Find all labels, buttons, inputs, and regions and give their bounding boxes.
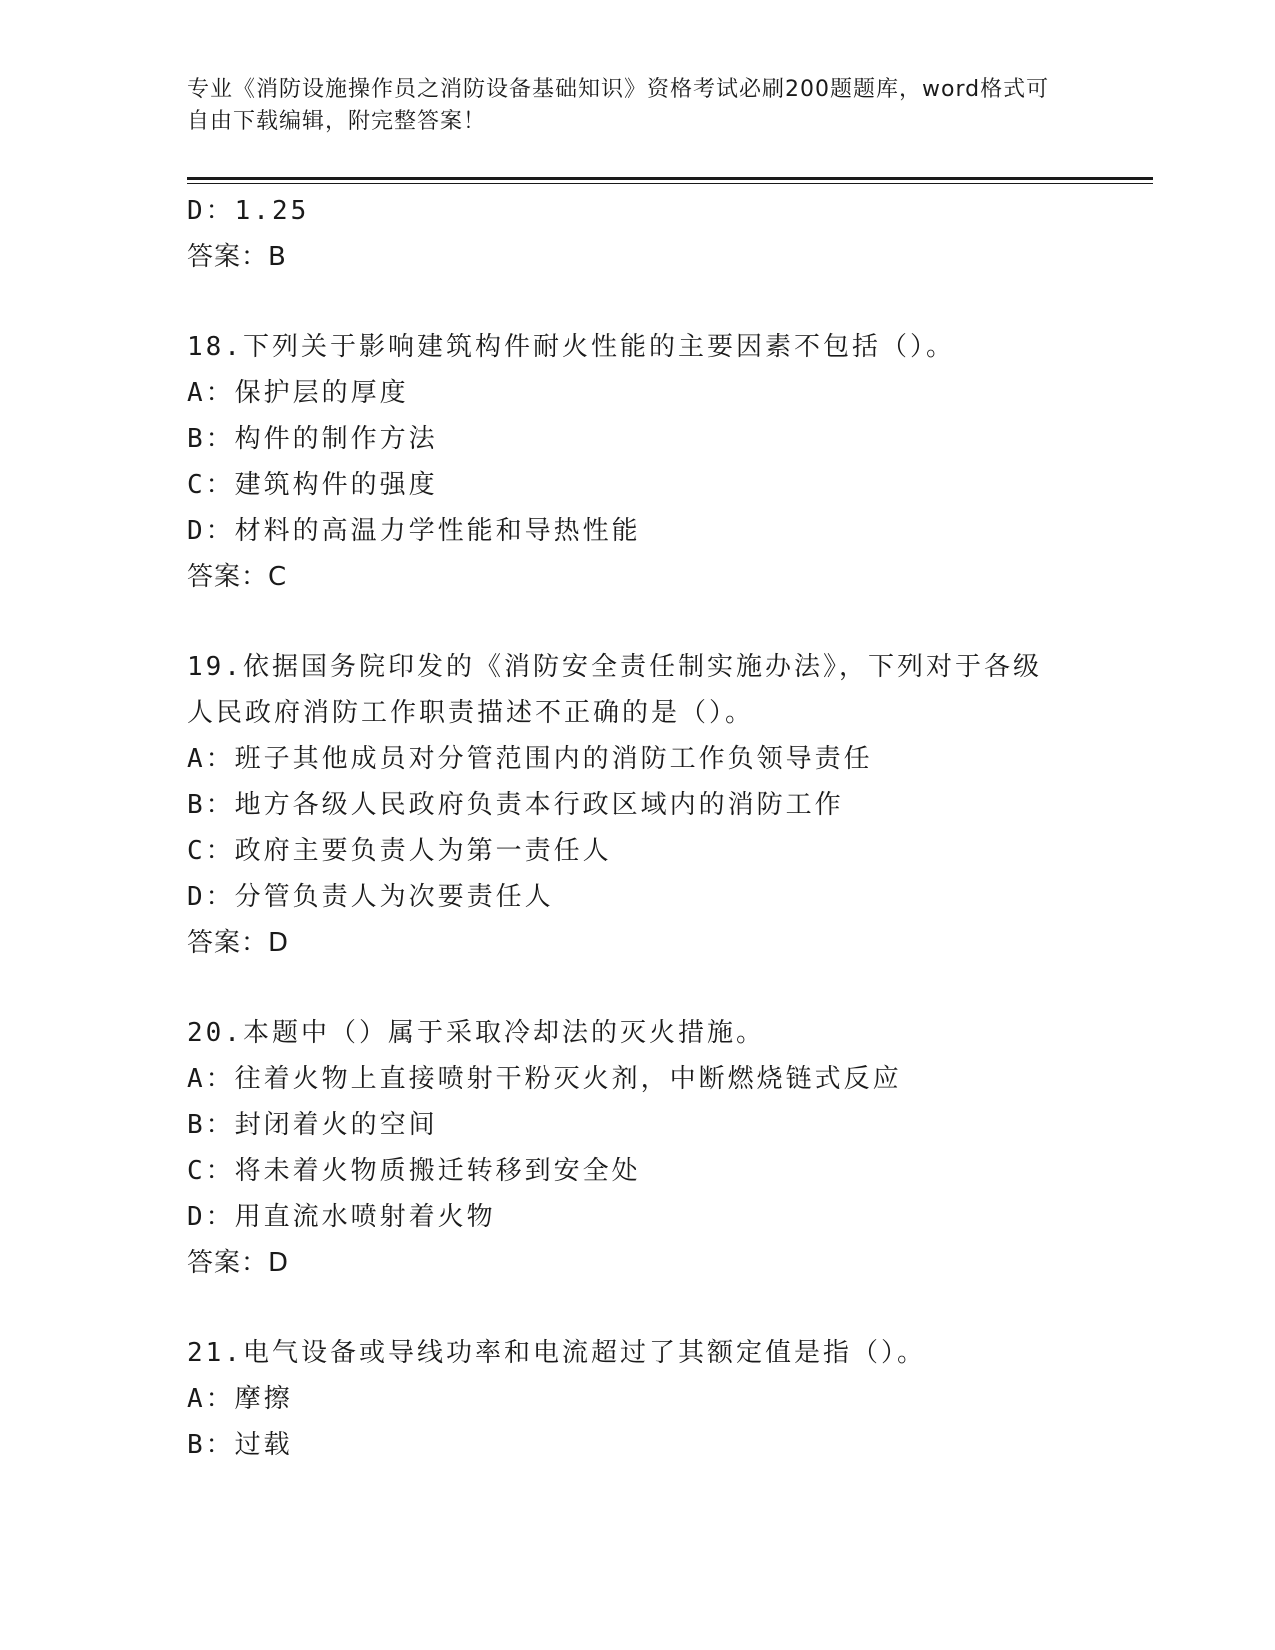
- option-b: B：地方各级人民政府负责本行政区域内的消防工作: [187, 790, 844, 820]
- question-text: 21.电气设备或导线功率和电流超过了其额定值是指（）。: [187, 1338, 926, 1368]
- answer-line: 答案：D: [187, 928, 290, 958]
- option-b: B：过载: [187, 1430, 293, 1460]
- option-a: A：保护层的厚度: [187, 378, 409, 408]
- question-18: [187, 324, 1153, 600]
- option-b: B：封闭着火的空间: [187, 1110, 438, 1140]
- document-header: 专业《消防设施操作员之消防设备基础知识》资格考试必刷200题题库，word格式可自由下载编辑，附完整答案！: [187, 77, 1050, 134]
- answer-line: 答案：B: [187, 242, 287, 272]
- option-d: D：1.25: [187, 196, 310, 226]
- header-rule-thick: [187, 177, 1153, 180]
- question-19: [187, 644, 1153, 966]
- option-b: B：构件的制作方法: [187, 424, 438, 454]
- option-c: C：政府主要负责人为第一责任人: [187, 836, 612, 866]
- question-text: 20.本题中（）属于采取冷却法的灭火措施。: [187, 1018, 765, 1048]
- option-a: A：摩擦: [187, 1384, 293, 1414]
- question-text: 19.依据国务院印发的《消防安全责任制实施办法》，下列对于各级人民政府消防工作职责描述不正确的是（）。: [187, 652, 1042, 728]
- option-d: D：分管负责人为次要责任人: [187, 882, 554, 912]
- header-rule-thin: [187, 183, 1153, 184]
- question-21: [187, 1330, 1153, 1468]
- option-a: A：往着火物上直接喷射干粉灭火剂，中断燃烧链式反应: [187, 1064, 902, 1094]
- option-c: C：建筑构件的强度: [187, 470, 438, 500]
- question-text: 18.下列关于影响建筑构件耐火性能的主要因素不包括（）。: [187, 332, 955, 362]
- question-20: [187, 1010, 1153, 1286]
- answer-line: 答案：D: [187, 1248, 290, 1278]
- question-list: [187, 188, 1153, 1468]
- option-d: D：用直流水喷射着火物: [187, 1202, 496, 1232]
- answer-line: 答案：C: [187, 562, 288, 592]
- option-a: A：班子其他成员对分管范围内的消防工作负领导责任: [187, 744, 873, 774]
- option-d: D：材料的高温力学性能和导热性能: [187, 516, 641, 546]
- option-c: C：将未着火物质搬迁转移到安全处: [187, 1156, 641, 1186]
